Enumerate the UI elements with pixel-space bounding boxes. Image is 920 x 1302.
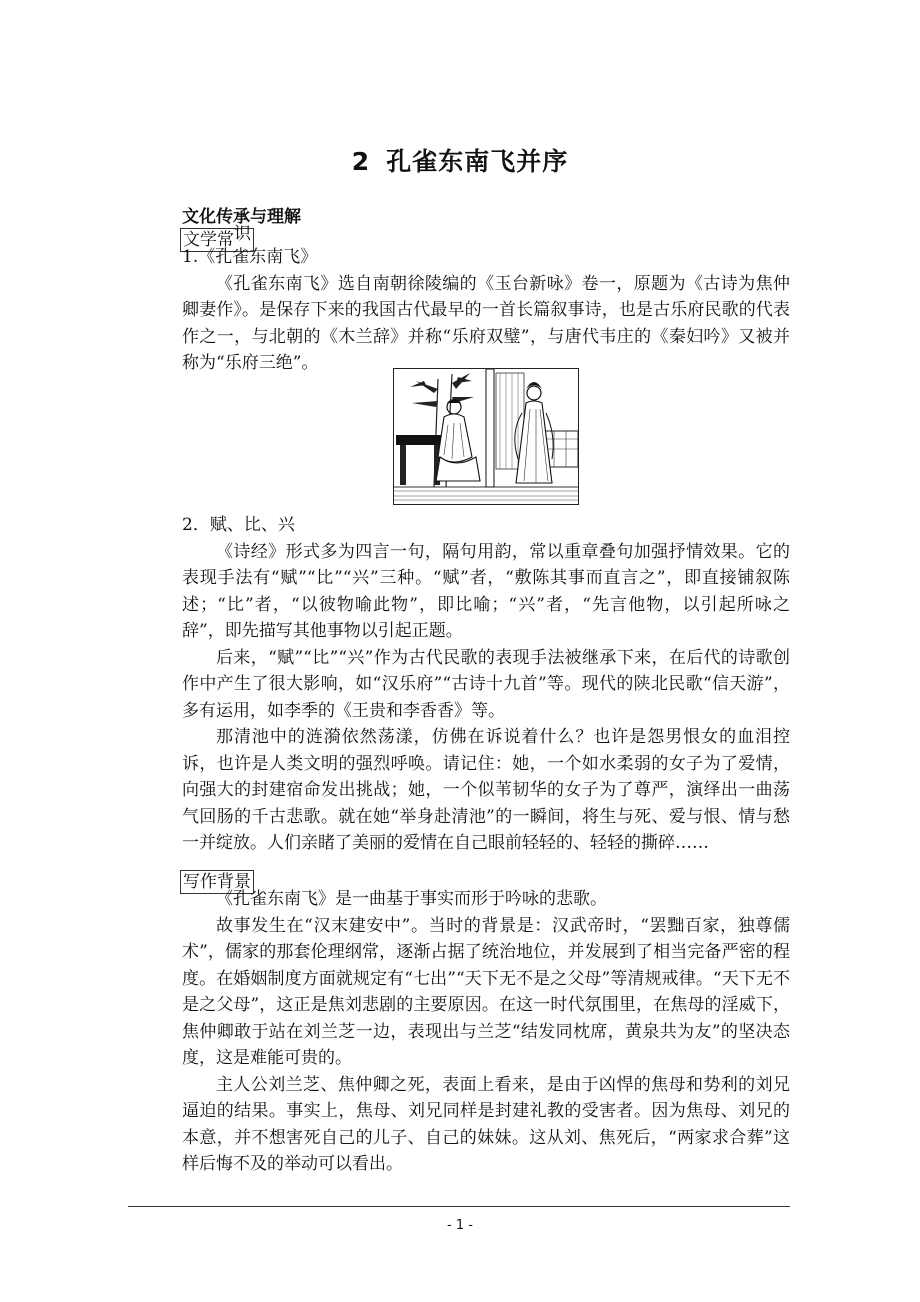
wenxue-item1 [182, 244, 790, 377]
wenxue-tag-sup: 识 [234, 224, 251, 244]
item2-title: 2．赋、比、兴 [182, 515, 295, 535]
illustration-drawing [394, 369, 578, 504]
footer-divider [128, 1206, 790, 1207]
xiezuo-p1: 《孔雀东南飞》是一曲基于事实而形于吟咏的悲歌。 [216, 889, 607, 909]
xiezuo-tag: 写作背景 [180, 870, 254, 894]
item1-text: 《孔雀东南飞》选自南朝徐陵编的《玉台新咏》卷一，原题为《古诗为焦仲卿妻作》。是保存下来的我国古代最早的一首长篇叙事诗，也是古乐府民歌的代表作之一，与北朝的《木兰辞》并称“乐府双璧”，与唐代韦庄的《秦妇吟》又被并称为“乐府三绝”。 [182, 273, 790, 373]
item2-text1: 《诗经》形式多为四言一句，隔句用韵，常以重章叠句加强抒情效果。它的表现手法有“赋”“比”“兴”三种。“赋”者，“敷陈其事而直言之”，即直接铺叙陈述；“比”者，“以彼物喻此物”，即比喻；“兴”者，“先言他物，以引起所咏之辞”，即先描写其他事物以引起正题。 [182, 541, 790, 641]
title-text: 孔雀东南飞并序 [386, 147, 569, 176]
xiezuo-p2: 故事发生在“汉末建安中”。当时的背景是：汉武帝时，“罢黜百家，独尊儒术”，儒家的那套伦理纲常，逐渐占据了统治地位，并发展到了相当完备严密的程度。在婚姻制度方面就规定有“七出”“天下无不是之父母”等清规戒律。“天下无不是之父母”，这正是焦刘悲剧的主要原因。在这一时代氛围里，在焦母的淫威下，焦仲卿敢于站在刘兰芝一边，表现出与兰芝“结发同枕席，黄泉共为友”的坚决态度，这是难能可贵的。 [182, 915, 790, 1068]
xiezuo-p3: 主人公刘兰芝、焦仲卿之死，表面上看来，是由于凶悍的焦母和势利的刘兄逼迫的结果。事实上，焦母、刘兄同样是封建礼教的受害者。因为焦母、刘兄的本意，并不想害死自己的儿子、自己的妹妹。这从刘、焦死后，“两家求合葬”这样后悔不及的举动可以看出。 [182, 1074, 790, 1174]
title-number: 2 [351, 147, 371, 176]
wenxue-item2 [182, 512, 790, 724]
page-title [0, 142, 920, 178]
intro-text: 那清池中的涟漪依然荡漾，仿佛在诉说着什么？也许是怨男恨女的血泪控诉，也许是人类文明的强烈呼唤。请记住：她，一个如水柔弱的女子为了爱情，向强大的封建宿命发出挑战；她，一个似苇韧华的女子为了尊严，演绎出一曲荡气回肠的千古悲歌。就在她“举身赴清池”的一瞬间，将生与死、爱与恨、情与愁一并绽放。人们亲睹了美丽的爱情在自己眼前轻轻的、轻轻的撕碎…… [182, 727, 790, 853]
section-heading: 文化传承与理解 [182, 207, 301, 227]
page-number: - 1 - [447, 1218, 473, 1233]
intro-passage [182, 724, 790, 857]
item1-title: 1.《孔雀东南飞》 [182, 247, 318, 267]
wenxue-tag-main: 文学常 [183, 230, 234, 250]
item2-text2: 后来，“赋”“比”“兴”作为古代民歌的表现手法被继承下来，在后代的诗歌创作中产生了很大影响，如“汉乐府”“古诗十九首”等。现代的陕北民歌“信天游”，多有运用，如李季的《王贵和李香香》等。 [182, 647, 790, 721]
xiezuo-section [182, 886, 790, 1178]
illustration-image [393, 368, 579, 505]
